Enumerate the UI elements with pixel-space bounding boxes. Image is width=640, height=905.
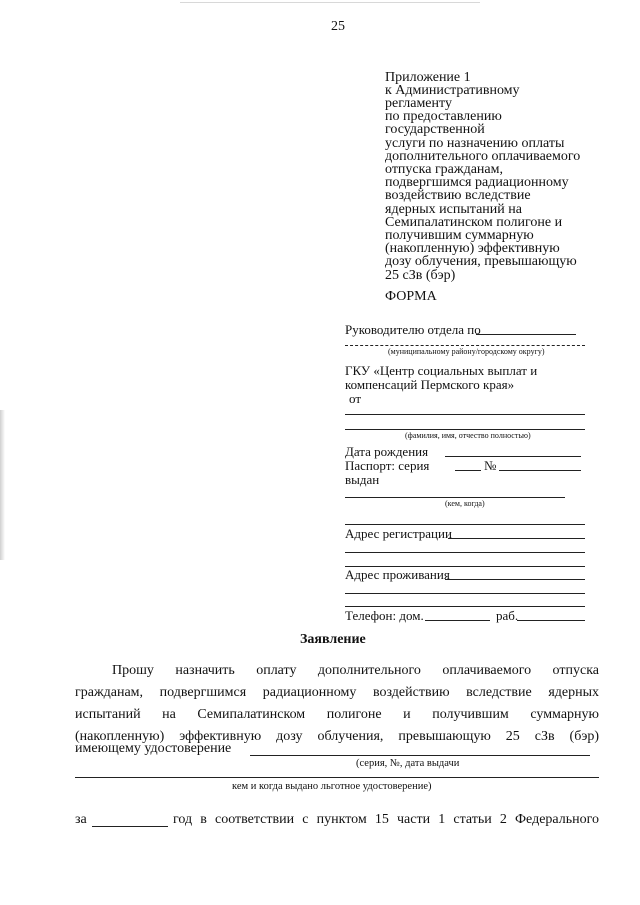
from-label: от: [349, 391, 362, 406]
appendix-line: отпуска гражданам,: [385, 162, 503, 177]
reg-address-field[interactable]: [448, 538, 585, 539]
statement-line-4: (накопленную) эффективную дозу облучения, превышающую 25 сЗв (бэр): [75, 729, 599, 744]
appendix-line: государственной: [385, 122, 485, 137]
last-line-prefix: за: [75, 812, 87, 827]
appendix-line: Приложение 1: [385, 70, 471, 85]
issued-caption: (кем, когда): [445, 499, 485, 508]
appendix-line: Семипалатинском полигоне и: [385, 215, 563, 230]
live-label: Адрес проживания: [345, 567, 450, 582]
certificate-label: имеющему удостоверение: [75, 741, 232, 756]
head-district-field-line2[interactable]: [345, 345, 585, 346]
issued-field[interactable]: [345, 497, 565, 498]
scan-left-edge-shadow: [0, 410, 5, 560]
appendix-line: по предоставлению: [385, 109, 502, 124]
appendix-line: (накопленную) эффективную: [385, 241, 560, 256]
page-number: 25: [331, 19, 345, 34]
head-caption: (муниципальному району/городскому округу): [388, 347, 545, 356]
certificate-caption-1: (серия, №, дата выдачи: [356, 758, 460, 769]
appendix-line: к Административному: [385, 83, 520, 98]
org-line1: ГКУ «Центр социальных выплат и: [345, 363, 538, 378]
reg-label: Адрес регистрации: [345, 526, 452, 541]
statement-line-1: Прошу назначить оплату дополнительного оплачиваемого отпуска: [112, 663, 599, 678]
appendix-line: получившим суммарную: [385, 228, 534, 243]
statement-line-2: гражданам, подвергшимся радиационному воздействию вследствие ядерных: [75, 685, 599, 700]
scan-top-edge: [180, 2, 480, 3]
live-address-field[interactable]: [445, 579, 585, 580]
passport-no-label: №: [484, 458, 497, 473]
phone-work-label: раб.: [496, 608, 519, 623]
fio-field-2[interactable]: [345, 429, 585, 430]
birth-date-field[interactable]: [445, 456, 581, 457]
appendix-line: ядерных испытаний на: [385, 202, 522, 217]
appendix-line: воздействию вследствие: [385, 188, 531, 203]
passport-number-field[interactable]: [499, 470, 581, 471]
passport-label: Паспорт: серия: [345, 458, 430, 473]
certificate-caption-2: кем и когда выдано льготное удостоверение): [232, 781, 432, 792]
live-address-field-2[interactable]: [345, 593, 585, 594]
appendix-line: услуги по назначению оплаты: [385, 136, 565, 151]
appendix-line: 25 сЗв (бэр): [385, 268, 456, 283]
reg-address-field-2[interactable]: [345, 552, 585, 553]
fio-caption: (фамилия, имя, отчество полностью): [405, 431, 531, 440]
appendix-line: дозу облучения, превышающую: [385, 254, 577, 269]
head-district-field[interactable]: [476, 334, 576, 335]
head-label: Руководителю отдела по: [345, 322, 481, 337]
appendix-line: дополнительного оплачиваемого: [385, 149, 581, 164]
birth-label: Дата рождения: [345, 444, 429, 459]
reg-address-field-pre[interactable]: [345, 524, 585, 525]
certificate-field[interactable]: [250, 755, 590, 756]
org-line2: компенсаций Пермского края»: [345, 377, 515, 392]
statement-line-3: испытаний на Семипалатинском полигоне и получившим суммарную: [75, 707, 599, 722]
passport-series-field[interactable]: [455, 470, 481, 471]
appendix-line: подвергшимся радиационному: [385, 175, 569, 190]
phone-home-field[interactable]: [425, 620, 490, 621]
phone-home-label: Телефон: дом.: [345, 608, 424, 623]
statement-title: Заявление: [300, 632, 366, 647]
appendix-line: регламенту: [385, 96, 452, 111]
phone-field-pre[interactable]: [345, 606, 585, 607]
year-field[interactable]: [92, 826, 168, 827]
fio-field-1[interactable]: [345, 414, 585, 415]
issued-label: выдан: [345, 472, 380, 487]
last-line-rest: год в соответствии с пунктом 15 части 1 статьи 2 Федерального: [173, 812, 599, 827]
certificate-field-2[interactable]: [75, 777, 599, 778]
phone-work-field[interactable]: [517, 620, 585, 621]
form-label: ФОРМА: [385, 289, 437, 304]
